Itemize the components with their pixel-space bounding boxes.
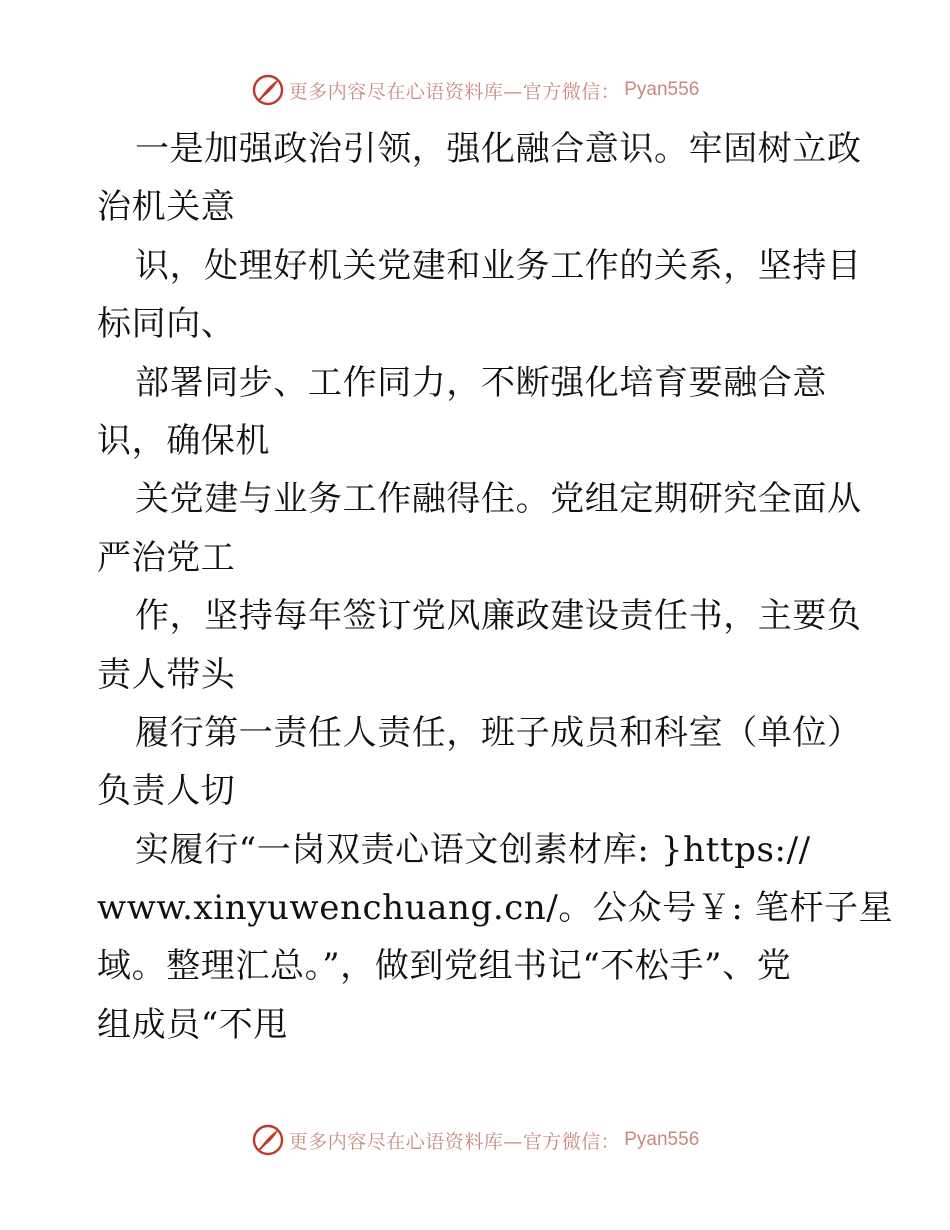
text-line: 识，处理好机关党建和业务工作的关系，坚持目 — [135, 245, 862, 286]
text-line: 履行第一责任人责任，班子成员和科室（单位） — [135, 712, 862, 753]
header-banner — [0, 70, 950, 110]
text-line: 严治党工 — [97, 537, 236, 578]
text-line: www.xinyuwenchuang.cn/。公众号￥: 笔杆子星 — [97, 888, 894, 929]
footer-banner — [0, 1120, 950, 1160]
red-feather-seal-icon — [251, 73, 285, 107]
header-banner-text: 更多内容尽在心语资料库—官方微信： — [288, 80, 621, 103]
text-line: 识，确保机 — [97, 420, 270, 461]
text-line: 作，坚持每年签订党风廉政建设责任书，主要负 — [135, 596, 862, 637]
text-line: 治机关意 — [97, 187, 236, 228]
header-wechat-id: Pyan556 — [624, 79, 700, 100]
document-body — [97, 120, 894, 1054]
text-line: 一是加强政治引领，强化融合意识。牢固树立政 — [135, 129, 862, 169]
red-feather-seal-icon — [251, 1123, 285, 1157]
text-line: 关党建与业务工作融得住。党组定期研究全面从 — [135, 479, 862, 520]
text-line: 标同向、 — [97, 304, 236, 345]
text-line: 责人带头 — [97, 654, 236, 695]
text-line: 域。整理汇总。”，做到党组书记“不松手”、党 — [97, 946, 792, 987]
footer-wechat-id: Pyan556 — [624, 1129, 700, 1150]
text-line: 部署同步、工作同力，不断强化培育要融合意 — [135, 362, 827, 403]
text-line: 组成员“不甩 — [97, 1004, 288, 1045]
text-line: 负责人切 — [97, 771, 236, 812]
text-line: 实履行“一岗双责心语文创素材库: }https:// — [135, 829, 811, 870]
footer-banner-text: 更多内容尽在心语资料库—官方微信： — [288, 1130, 621, 1153]
